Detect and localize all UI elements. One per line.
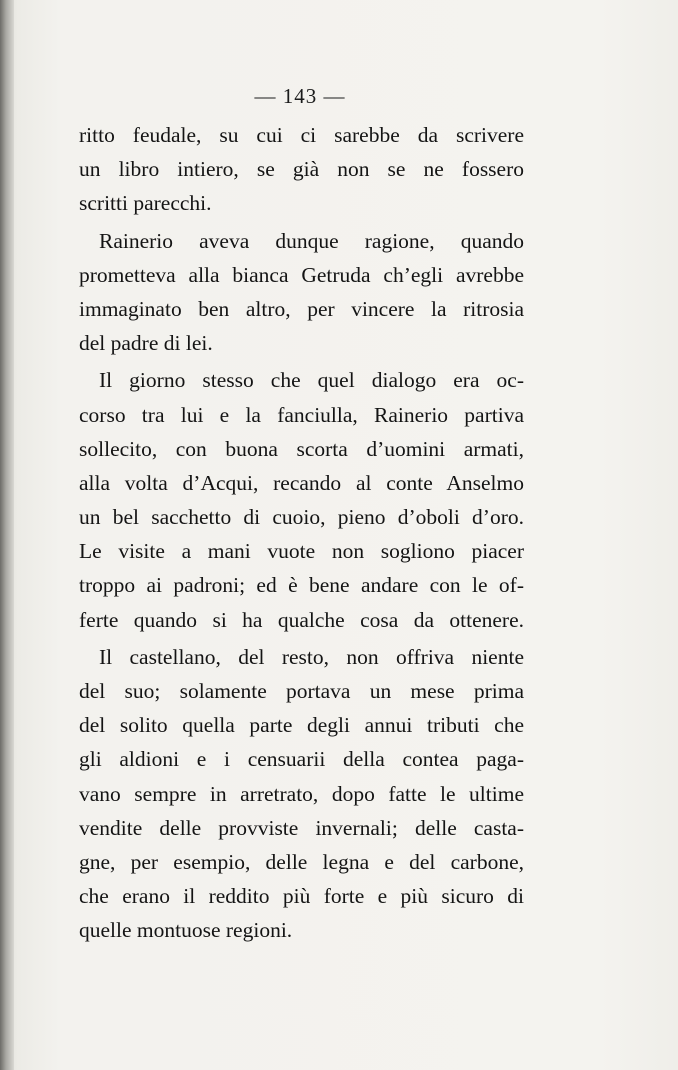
text-line: Le visite a mani vuote non sogliono piacer (79, 539, 524, 564)
text-line: alla volta d’Acqui, recando al conte Anselmo (79, 470, 524, 495)
text-line: del padre di lei. (79, 331, 213, 356)
text-line: ritto feudale, su cui ci sarebbe da scrivere (79, 123, 524, 147)
text-line: scritti parecchi. (79, 191, 212, 216)
text-line: gne, per esempio, delle legna e del carbone, (79, 849, 524, 874)
text-line: vano sempre in arretrato, dopo fatte le ultime (79, 781, 524, 806)
text-line: sollecito, con buona scorta d’uomini armati, (79, 436, 524, 461)
paragraph-2 (79, 224, 524, 361)
text-line: gli aldioni e i censuarii della contea paga- (79, 747, 524, 772)
text-line: del suo; solamente portava un mese prima (79, 679, 524, 703)
text-line: che erano il reddito più forte e più sicuro di (79, 884, 524, 909)
text-line: un bel sacchetto di cuoio, pieno d’oboli d’oro. (79, 505, 524, 530)
paragraph-3 (79, 363, 524, 637)
body-text (79, 118, 524, 951)
text-line: troppo ai padroni; ed è bene andare con le of- (79, 573, 524, 598)
paragraph-4 (79, 640, 524, 948)
text-line: quelle montuose regioni. (79, 918, 293, 943)
page-binding-edge (0, 0, 14, 1070)
text-line: vendite delle provviste invernali; delle casta- (79, 815, 524, 840)
page-number: — 143 — (254, 84, 346, 108)
text-line: corso tra lui e la fanciulla, Rainerio partiva (79, 402, 524, 427)
text-line: prometteva alla bianca Getruda ch’egli avrebbe (79, 262, 524, 287)
text-line: Il giorno stesso che quel dialogo era oc- (99, 368, 524, 393)
text-line: Il castellano, del resto, non offriva niente (99, 644, 524, 669)
text-line: ferte quando si ha qualche cosa da ottenere. (79, 607, 524, 632)
text-line: del solito quella parte degli annui tributi che (79, 713, 524, 738)
paragraph-1 (79, 118, 524, 221)
text-line: Rainerio aveva dunque ragione, quando (99, 228, 524, 253)
text-line: immaginato ben altro, per vincere la ritrosia (79, 296, 524, 321)
text-line: un libro intiero, se già non se ne fossero (79, 157, 524, 182)
